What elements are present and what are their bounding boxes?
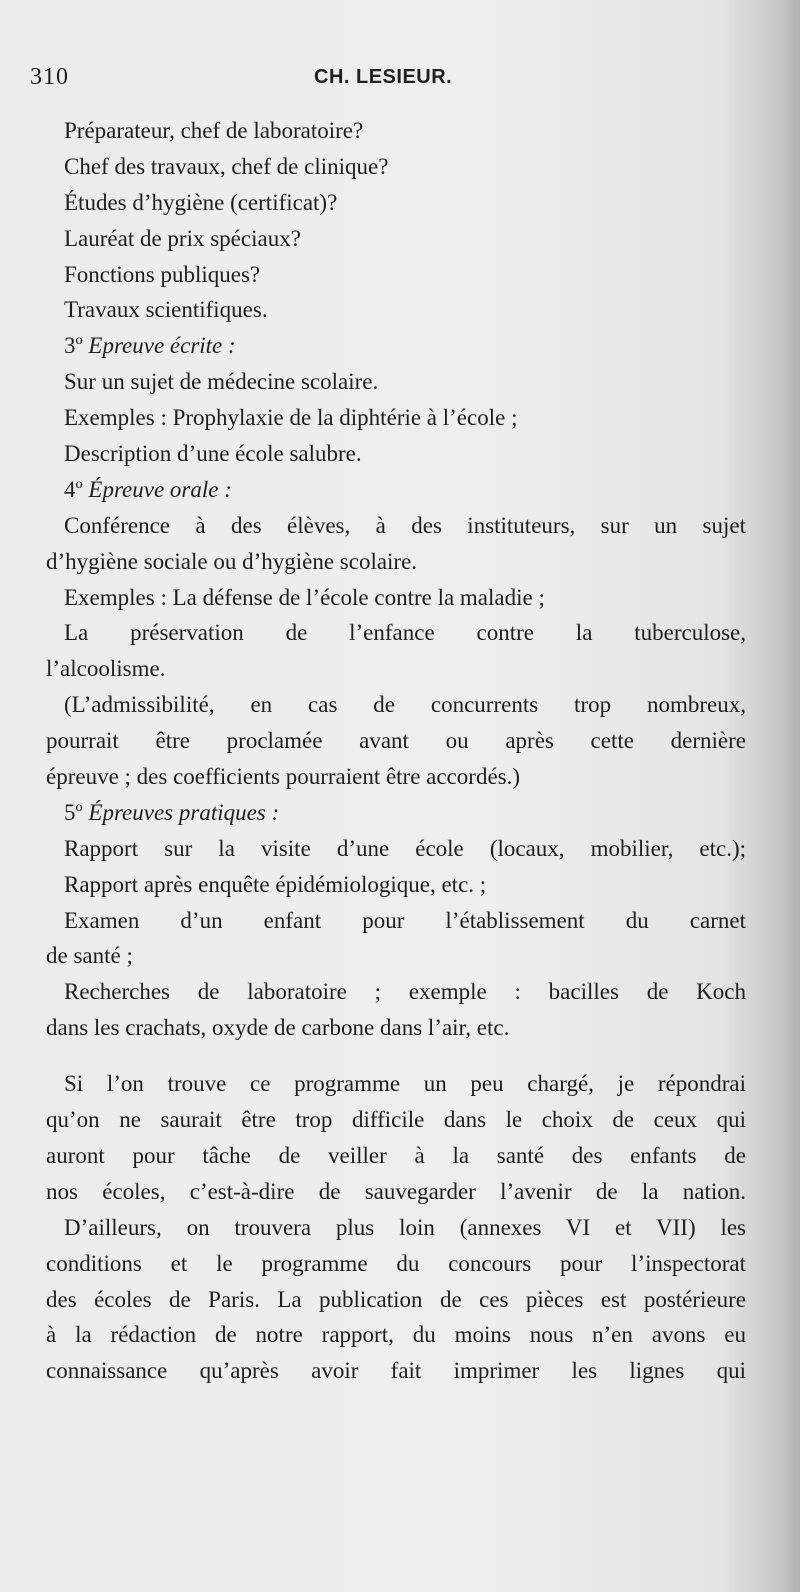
text-line: qu’on ne saurait être trop difficile dans le choix de ceux qui — [46, 1107, 746, 1133]
text-line: nos écoles, c’est-à-dire de sauvegarder l’avenir de la nation. — [46, 1178, 746, 1204]
text-line: Lauréat de prix spéciaux? — [64, 225, 301, 251]
text-line: l’alcoolisme. — [46, 656, 166, 682]
text-line: d’hygiène sociale ou d’hygiène scolaire. — [46, 548, 418, 574]
text-line: épreuve ; des coefficients pourraient être accordés.) — [46, 764, 521, 790]
section-number: 5º — [64, 799, 83, 825]
text-line: Chef des travaux, chef de clinique? — [64, 153, 389, 179]
text-line: auront pour tâche de veiller à la santé des enfants de — [46, 1142, 746, 1168]
text-line: connaissance qu’après avoir fait imprimer les lignes qui — [46, 1358, 746, 1384]
text-line: Sur un sujet de médecine scolaire. — [64, 369, 379, 395]
section-heading — [46, 795, 746, 831]
section-heading — [46, 472, 746, 508]
section-heading — [46, 328, 746, 364]
text-line: D’ailleurs, on trouvera plus loin (annexes VI et VII) les — [64, 1214, 746, 1240]
text-line: Description d’une école salubre. — [64, 441, 362, 467]
text-line: Recherches de laboratoire ; exemple : bacilles de Koch — [64, 979, 746, 1005]
text-line: Examen d’un enfant pour l’établissement du carnet — [64, 907, 746, 933]
text-line: à la rédaction de notre rapport, du moins nous n’en avons eu — [46, 1322, 746, 1348]
text-line: pourrait être proclamée avant ou après cette dernière — [46, 728, 746, 754]
page-number: 310 — [30, 64, 69, 90]
section-title: Épreuves pratiques : — [88, 799, 280, 825]
section-number: 4º — [64, 476, 83, 502]
text-line: Études d’hygiène (certificat)? — [64, 189, 338, 215]
running-head — [30, 64, 460, 94]
text-line: Préparateur, chef de laboratoire? — [64, 118, 364, 143]
paragraph-gap — [46, 1046, 746, 1066]
text-line: des écoles de Paris. La publication de ces pièces est postérieure — [46, 1286, 746, 1312]
text-line: Rapport après enquête épidémiologique, etc. ; — [64, 871, 487, 897]
running-title: CH. LESIEUR. — [314, 66, 453, 88]
text-line: (L’admissibilité, en cas de concurrents trop nombreux, — [64, 692, 746, 718]
text-line: Fonctions publiques? — [64, 261, 261, 287]
text-line: dans les crachats, oxyde de carbone dans l’air, etc. — [46, 1015, 510, 1041]
text-line: Exemples : Prophylaxie de la diphtérie à l’école ; — [64, 405, 518, 431]
text-line: conditions et le programme du concours pour l’inspectorat — [46, 1250, 746, 1276]
text-line: Travaux scientifiques. — [64, 297, 268, 323]
text-line: Si l’on trouve ce programme un peu chargé, je répondrai — [64, 1071, 746, 1097]
text-line: Exemples : La défense de l’école contre la maladie ; — [64, 584, 545, 610]
section-number: 3º — [64, 333, 83, 359]
text-line: La préservation de l’enfance contre la tuberculose, — [64, 620, 746, 646]
section-title: Épreuve orale : — [88, 476, 232, 502]
text-line: Conférence à des élèves, à des instituteurs, sur un sujet — [64, 512, 746, 538]
body-text — [46, 113, 746, 1389]
text-line: de santé ; — [46, 943, 133, 969]
section-title: Epreuve écrite : — [88, 333, 236, 359]
text-line: Rapport sur la visite d’une école (locaux, mobilier, etc.); — [64, 835, 746, 861]
